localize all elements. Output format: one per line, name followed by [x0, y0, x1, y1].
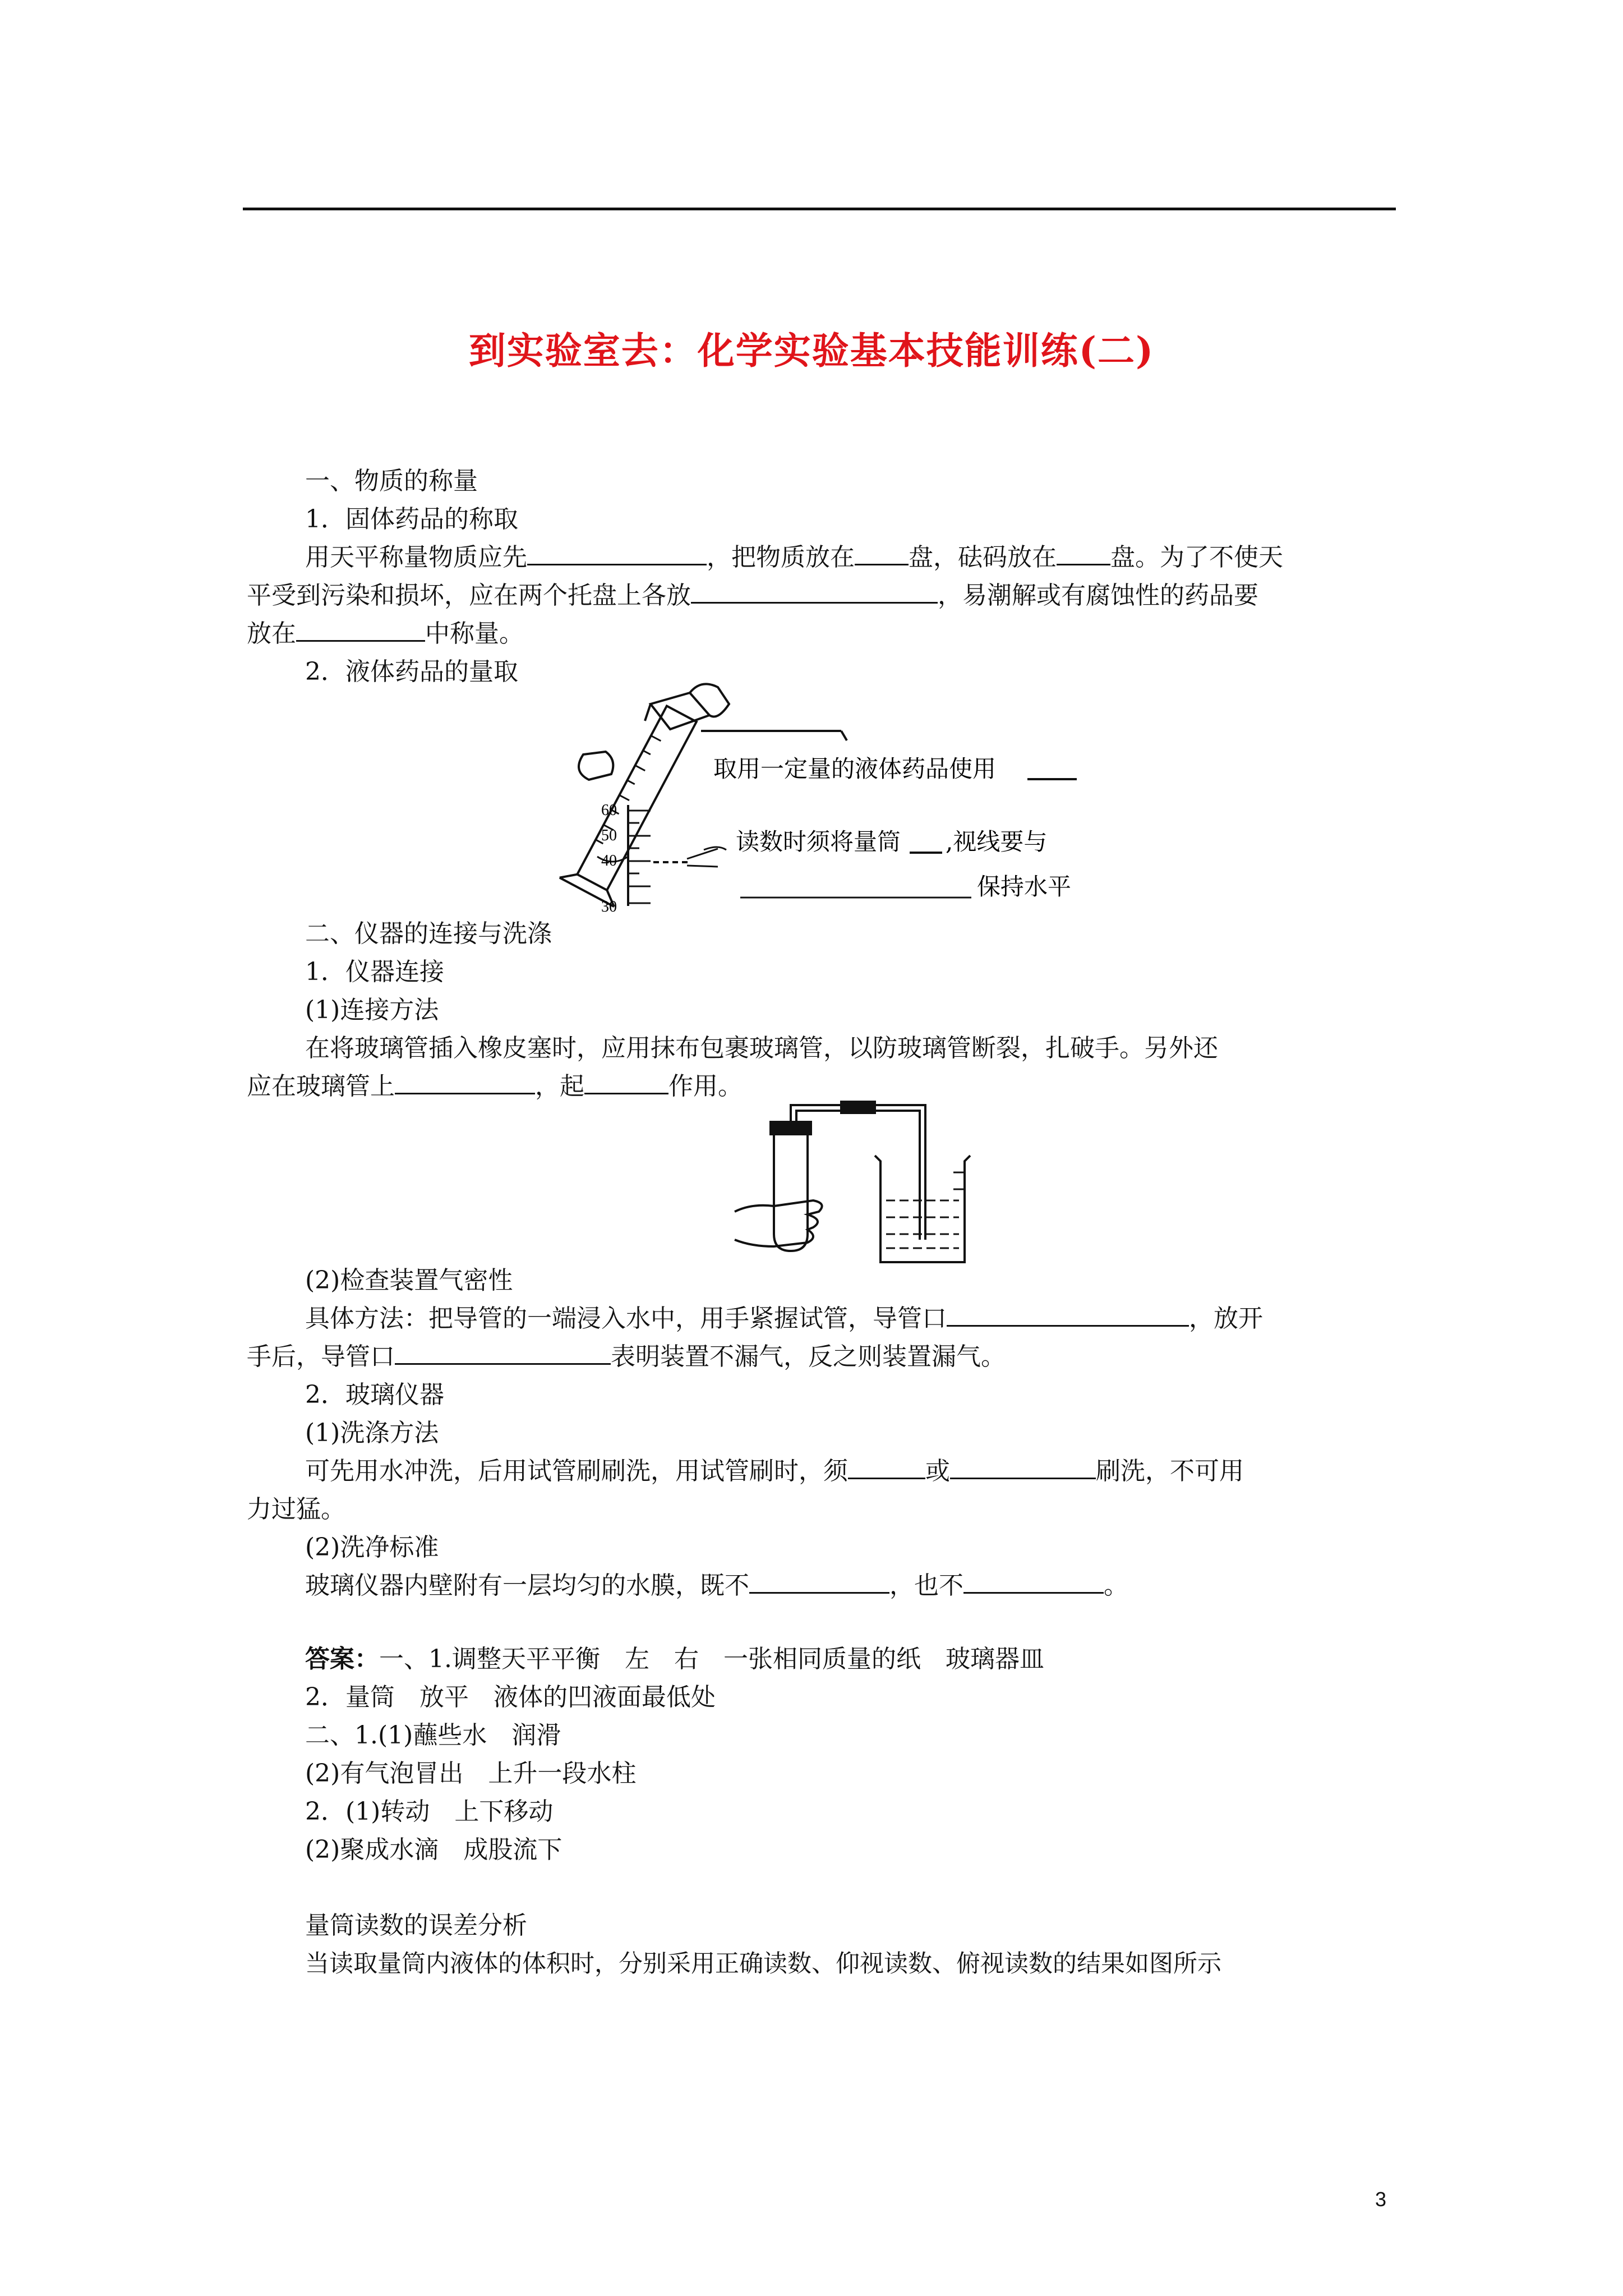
tick-label: 50 [601, 827, 617, 844]
reagent-bottle [651, 693, 709, 729]
subsection-heading: 1．固体药品的称取 [305, 505, 518, 533]
paragraph-line: 手后，导管口 表明装置不漏气，反之则装置漏气。 [247, 1338, 1391, 1375]
subsection-heading: 1．仪器连接 [305, 958, 444, 986]
paragraph-line: 在将玻璃管插入橡皮塞时，应用抹布包裹玻璃管，以防玻璃管断裂，扎破手。另外还 [305, 1034, 1218, 1062]
paragraph-line: 当读取量筒内液体的体积时，分别采用正确读数、仰视读数、俯视读数的结果如图所示 [305, 1950, 1221, 1978]
tick-label: 60 [601, 802, 617, 819]
page-number: 3 [1375, 2188, 1387, 2211]
subsection-heading: (2)检查装置气密性 [305, 1266, 513, 1295]
figure-label: 读数时须将量筒 [736, 828, 901, 855]
fill-blank[interactable] [584, 1070, 668, 1094]
fill-blank[interactable] [296, 618, 425, 642]
tick-label: 40 [601, 852, 617, 869]
figure-label: 取用一定量的液体药品使用 [713, 755, 997, 783]
paragraph-line: 可先用水冲洗，后用试管刷刷洗，用试管刷时，须 或 刷洗，不可用 [247, 1453, 1449, 1490]
fill-blank[interactable] [947, 1303, 1189, 1327]
answer-line: 2．(1)转动 上下移动 [305, 1797, 554, 1826]
fill-blank[interactable] [691, 579, 938, 604]
answer-line: 二、1.(1)蘸些水 润滑 [305, 1721, 561, 1750]
paragraph-line: 力过猛。 [247, 1495, 345, 1524]
subsection-heading: 2．液体药品的量取 [305, 657, 518, 686]
subsection-heading: 2．玻璃仪器 [305, 1381, 444, 1409]
fill-blank[interactable] [848, 1455, 925, 1479]
cylinder-body [577, 706, 697, 890]
fill-blank[interactable] [855, 541, 909, 565]
page-title: 到实验室去：化学实验基本技能训练(二) [468, 329, 1155, 372]
header-rule [243, 208, 1396, 210]
hand-left [579, 752, 613, 780]
figure-label: ,视线要与 [946, 828, 1048, 855]
fill-blank[interactable] [963, 1570, 1104, 1594]
subsection-heading: (1)洗涤方法 [305, 1419, 439, 1447]
fill-blank[interactable] [749, 1570, 889, 1594]
section-heading: 量筒读数的误差分析 [305, 1911, 527, 1940]
fill-blank[interactable] [1057, 541, 1110, 565]
paragraph-line: 具体方法：把导管的一端浸入水中，用手紧握试管，导管口 ，放开 [247, 1300, 1449, 1337]
fill-blank[interactable] [395, 1341, 611, 1365]
subsection-heading: (1)连接方法 [305, 996, 439, 1024]
answer-line: (2)有气泡冒出 上升一段水柱 [305, 1759, 637, 1788]
paragraph-line: 应在玻璃管上 ，起 作用。 [247, 1068, 1391, 1105]
answer-line: (2)聚成水滴 成股流下 [305, 1835, 562, 1864]
fill-blank[interactable] [950, 1455, 1096, 1479]
paragraph-line: 平受到污染和损坏，应在两个托盘上各放 ，易潮解或有腐蚀性的药品要 [247, 577, 1391, 614]
measuring-cylinder-figure [550, 682, 1099, 917]
section-heading: 一、物质的称量 [305, 467, 478, 495]
fill-blank[interactable] [527, 541, 707, 565]
answer-label: 答案： [305, 1645, 379, 1673]
figure-label: 保持水平 [977, 873, 1072, 900]
paragraph-line: 用天平称量物质应先 ，把物质放在 盘，砝码放在 盘。为了不使天 [247, 539, 1449, 576]
answer-line: 答案：一、1.调整天平平衡 左 右 一张相同质量的纸 玻璃器皿 [305, 1645, 1044, 1673]
rubber-stopper [771, 1122, 811, 1134]
paragraph-line: 放在 中称量。 [247, 615, 1391, 652]
answer-line: 2．量筒 放平 液体的凹液面最低处 [305, 1683, 716, 1711]
hand-icon [735, 1200, 822, 1246]
paragraph-line: 玻璃仪器内壁附有一层均匀的水膜，既不 ，也不 。 [247, 1567, 1449, 1604]
airtightness-apparatus-figure [729, 1099, 987, 1268]
subsection-heading: (2)洗净标准 [305, 1533, 439, 1562]
fill-blank[interactable] [395, 1070, 535, 1094]
tick-label: 30 [601, 898, 617, 915]
section-heading: 二、仪器的连接与洗涤 [305, 919, 552, 948]
test-tube [774, 1122, 808, 1251]
